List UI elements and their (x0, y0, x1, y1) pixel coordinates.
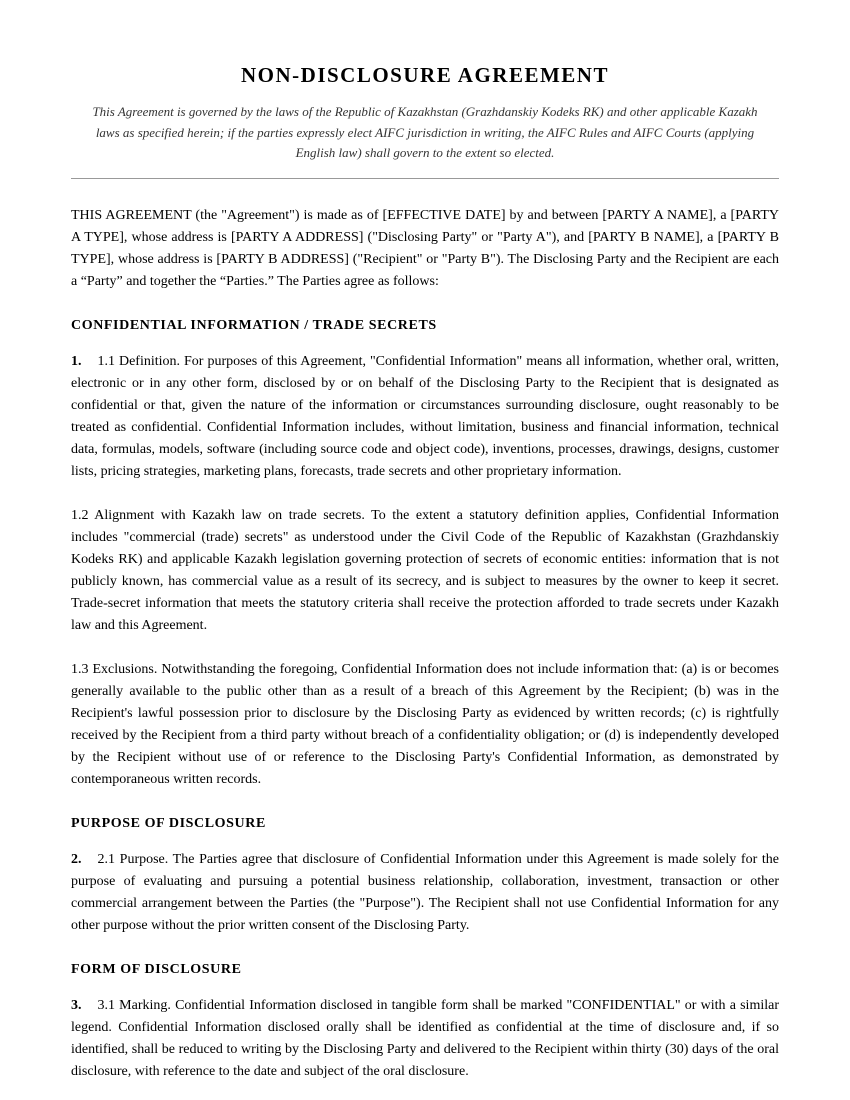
clause-1-3 (71, 659, 779, 791)
clause-2-1 (71, 849, 779, 937)
section-heading-form-of-disclosure: FORM OF DISCLOSURE (71, 961, 242, 977)
header-divider (71, 178, 779, 179)
clause-1-1 (71, 351, 779, 483)
clause-1-1-text: 1.1 Definition. For purposes of this Agreement, "Confidential Information" means all information, whether oral, written, electronic or in any other form, disclosed by or on behalf of the Disclosing Party to the Recipient that is designated as confidential or that, given the nature of the information or circumstances surrounding disclosure, ought reasonably to be treated as confidential. Confidential Information includes, without limitation, business and financial information, technical data, formulas, models, software (including source code and object code), inventions, processes, drawings, designs, customer lists, pricing strategies, marketing plans, forecasts, trade secrets and other proprietary information. (71, 353, 779, 479)
section-heading-purpose-of-disclosure: PURPOSE OF DISCLOSURE (71, 815, 266, 831)
intro-paragraph: THIS AGREEMENT (the "Agreement") is made as of [EFFECTIVE DATE] by and between [PARTY A NAME], a [PARTY A TYPE], whose address is [PARTY A ADDRESS] ("Disclosing Party" or "Party A"), and [PARTY B NAME], a [PARTY B TYPE], whose address is [PARTY B ADDRESS] ("Recipient" or "Party B"). The Disclosing Party and the Recipient are each a “Party” and together the “Parties.” The Parties agree as follows: (71, 207, 779, 289)
clause-3-1-text: 3.1 Marking. Confidential Information disclosed in tangible form shall be marked "CONFIDENTIAL" or with a similar legend. Confidential Information disclosed orally shall be identified as confidential at the time of disclosure and, if so identified, shall be reduced to writing by the Disclosing Party and delivered to the Recipient within thirty (30) days of the oral disclosure, with reference to the date and subject of the oral disclosure. (71, 997, 779, 1079)
clause-1-2-text: 1.2 Alignment with Kazakh law on trade secrets. To the extent a statutory definition applies, Confidential Information includes "commercial (trade) secrets" as understood under the Civil Code of the Republic of Kazakhstan (Grazhdanskiy Kodeks RK) and applicable Kazakh legislation governing protection of secrets of economic entities: information that is not publicly known, has commercial value as a result of its secrecy, and is subject to measures by the owner to keep it secret. Trade-secret information that meets the statutory criteria shall receive the protection afforded to trade secrets under Kazakh law and this Agreement. (71, 507, 779, 633)
governing-law-note: This Agreement is governed by the laws of the Republic of Kazakhstan (Grazhdanskiy Kodeks RK) and other applicable Kazakh laws as specified herein; if the parties expressly elect AIFC jurisdiction in writing, the AIFC Rules and AIFC Courts (applying English law) shall govern to the extent so elected. (92, 104, 758, 160)
clause-number-3: 3. (71, 997, 82, 1013)
section-heading-confidential-information: CONFIDENTIAL INFORMATION / TRADE SECRETS (71, 317, 437, 333)
clause-3-1 (71, 995, 779, 1083)
clause-1-3-text: 1.3 Exclusions. Notwithstanding the foregoing, Confidential Information does not include information that: (a) is or becomes generally available to the public other than as a result of a breach of this Agreement by the Recipient; (b) was in the Recipient's lawful possession prior to disclosure by the Disclosing Party as evidenced by written records; (c) is rightfully received by the Recipient from a third party without breach of a confidentiality obligation; or (d) is independently developed by the Recipient without use of or reference to the Disclosing Party's Confidential Information, as demonstrated by contemporaneous written records. (71, 661, 779, 787)
clause-1-2 (71, 505, 779, 637)
document-title: NON-DISCLOSURE AGREEMENT (241, 63, 609, 87)
clause-number-1: 1. (71, 353, 82, 369)
clause-number-2: 2. (71, 851, 82, 867)
clause-2-1-text: 2.1 Purpose. The Parties agree that disclosure of Confidential Information under this Agreement is made solely for the purpose of evaluating and pursuing a potential business relationship, collaboration, investment, transaction or other commercial arrangement between the Parties (the "Purpose"). The Recipient shall not use Confidential Information for any other purpose without the prior written consent of the Disclosing Party. (71, 851, 779, 933)
